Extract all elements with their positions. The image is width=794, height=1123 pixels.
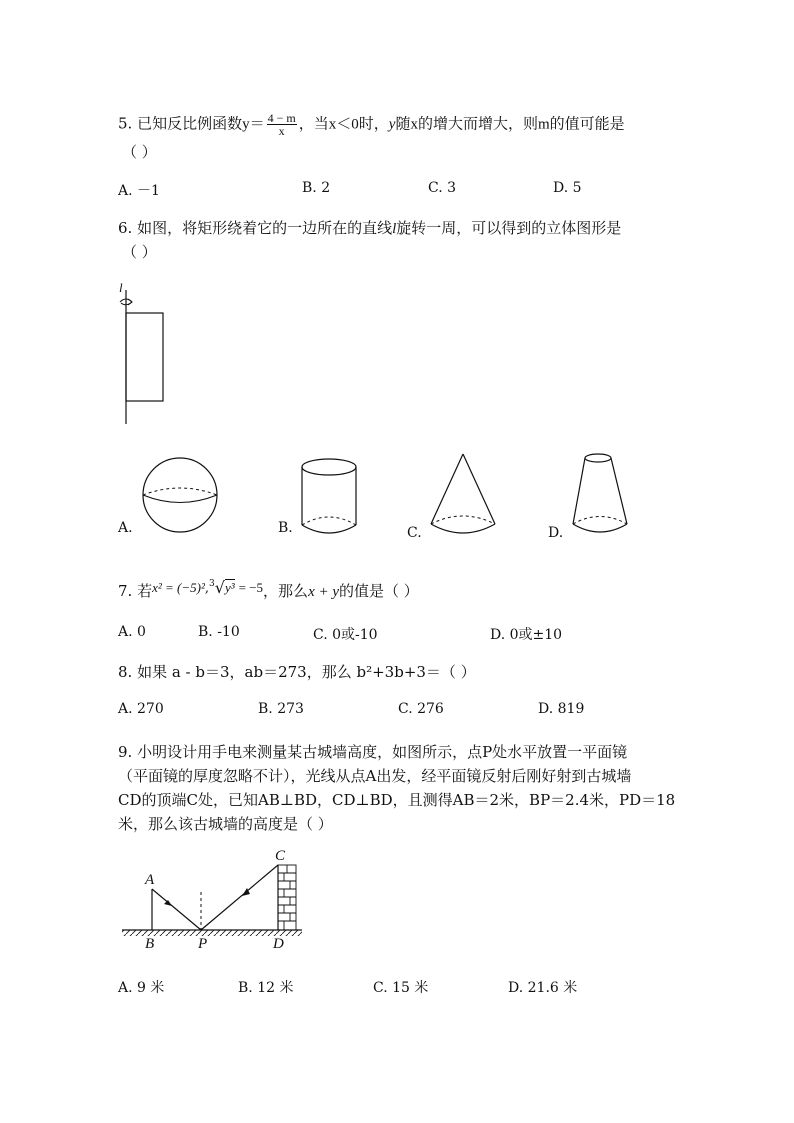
sphere-icon[interactable]	[140, 455, 230, 545]
brick-wall	[278, 865, 296, 930]
q5-var-m: m	[537, 116, 550, 133]
q9-label-a: A	[145, 872, 155, 888]
q7-prefix: 7. 若	[118, 582, 153, 600]
q8-option-c[interactable]: C. 276	[398, 701, 444, 717]
q6-line1-b: 旋转一周，可以得到的立体图形是	[396, 219, 622, 237]
cylinder-icon[interactable]	[300, 458, 370, 548]
q5-condition: x＜0	[328, 116, 359, 133]
q8-option-a[interactable]: A. 270	[118, 701, 164, 717]
q5-mid4: 的增大而增大，则	[417, 114, 538, 133]
q6-option-b[interactable]: B.	[278, 520, 293, 536]
q7-option-c[interactable]: C. 0或-10	[313, 627, 378, 643]
q5-option-b[interactable]: B. 2	[302, 180, 331, 196]
q7-radicand: y³	[224, 580, 235, 595]
q6-option-c[interactable]: C.	[407, 525, 422, 541]
q9-label-d: D	[273, 936, 284, 952]
q8-stem: 8. 如果 a - b＝3，ab＝273，那么 b²+3b+3＝（ ）	[118, 663, 476, 681]
q7-sep: ,	[204, 581, 210, 596]
ray-a-to-p	[152, 889, 201, 930]
q5-option-c[interactable]: C. 3	[428, 180, 457, 196]
q9-option-c[interactable]: C. 15 米	[373, 980, 429, 996]
q5-option-d[interactable]: D. 5	[553, 180, 582, 196]
q8-option-b[interactable]: B. 273	[258, 701, 304, 717]
q9-label-b: B	[145, 936, 155, 952]
ray-arrow-1-icon	[164, 900, 172, 906]
q5-mid2: 时，	[358, 114, 389, 133]
q9-label-p: P	[198, 936, 208, 952]
q9-option-b[interactable]: B. 12 米	[238, 980, 294, 996]
q5-prefix: 5. 已知反比例函数	[118, 114, 243, 133]
q6-option-a[interactable]: A.	[118, 520, 133, 536]
q5-option-a[interactable]: A. －1	[118, 183, 160, 199]
q6-answer-paren: （ ）	[122, 243, 157, 261]
cone-icon[interactable]	[428, 452, 508, 547]
q7-eq2-rhs: = −5	[238, 580, 264, 595]
q7-expr: x + y	[308, 584, 339, 600]
q5-mid3: 随	[395, 114, 411, 133]
q7-root-index: 3	[209, 579, 215, 589]
q9-line-2: （平面镜的厚度忽略不计），光线从点A出发，经平面镜反射后刚好射到古城墙	[118, 767, 632, 785]
q5-var-x: x	[410, 116, 418, 133]
q9-option-d[interactable]: D. 21.6 米	[508, 980, 578, 996]
q7-mid: ，那么	[263, 582, 309, 600]
frustum-icon[interactable]	[570, 452, 650, 547]
q9-line-4: 米，那么该古城墙的高度是（ ）	[118, 815, 333, 833]
q6-rotation-figure	[110, 280, 190, 430]
q7-option-a[interactable]: A. 0	[118, 624, 146, 640]
q7-option-b[interactable]: B. -10	[198, 624, 240, 640]
q7-radical-icon: √	[214, 578, 225, 597]
q5-fn-lhs: y＝	[242, 116, 265, 133]
q5-var-y: y	[388, 116, 396, 133]
q5-answer-paren: （ ）	[122, 143, 157, 161]
q5-mid5: 的值可能是	[549, 114, 625, 133]
q8-option-d[interactable]: D. 819	[538, 701, 585, 717]
q5-stem	[118, 112, 625, 137]
q9-line-3: CD的顶端C处，已知AB⊥BD，CD⊥BD，且测得AB＝2米，BP＝2.4米，PD＝18	[118, 791, 676, 809]
q7-option-d[interactable]: D. 0或±10	[490, 627, 563, 643]
q6-axis-label: l	[119, 280, 123, 295]
q5-fraction	[267, 112, 297, 137]
q6-line1-a: 6. 如图，将矩形绕着它的一边所在的直线	[118, 219, 393, 237]
q5-fraction-denominator: x	[278, 124, 285, 138]
q5-mid1: ，当	[298, 114, 329, 133]
q6-rectangle	[126, 313, 163, 401]
q5-fraction-numerator: 4 − m	[267, 111, 296, 125]
q9-option-a[interactable]: A. 9 米	[118, 980, 165, 996]
ray-p-to-c	[201, 865, 278, 930]
q9-line-1: 9. 小明设计用手电来测量某古城墙高度，如图所示，点P处水平放置一平面镜	[118, 743, 628, 761]
q7-suffix: 的值是（ ）	[339, 582, 419, 600]
q7-stem	[118, 580, 419, 601]
q6-stem	[118, 217, 621, 238]
q9-label-c: C	[275, 848, 286, 864]
q6-line-l: l	[392, 221, 397, 237]
q7-eq1: x² = (−5)²	[152, 580, 205, 595]
q6-option-d[interactable]: D.	[548, 525, 564, 541]
